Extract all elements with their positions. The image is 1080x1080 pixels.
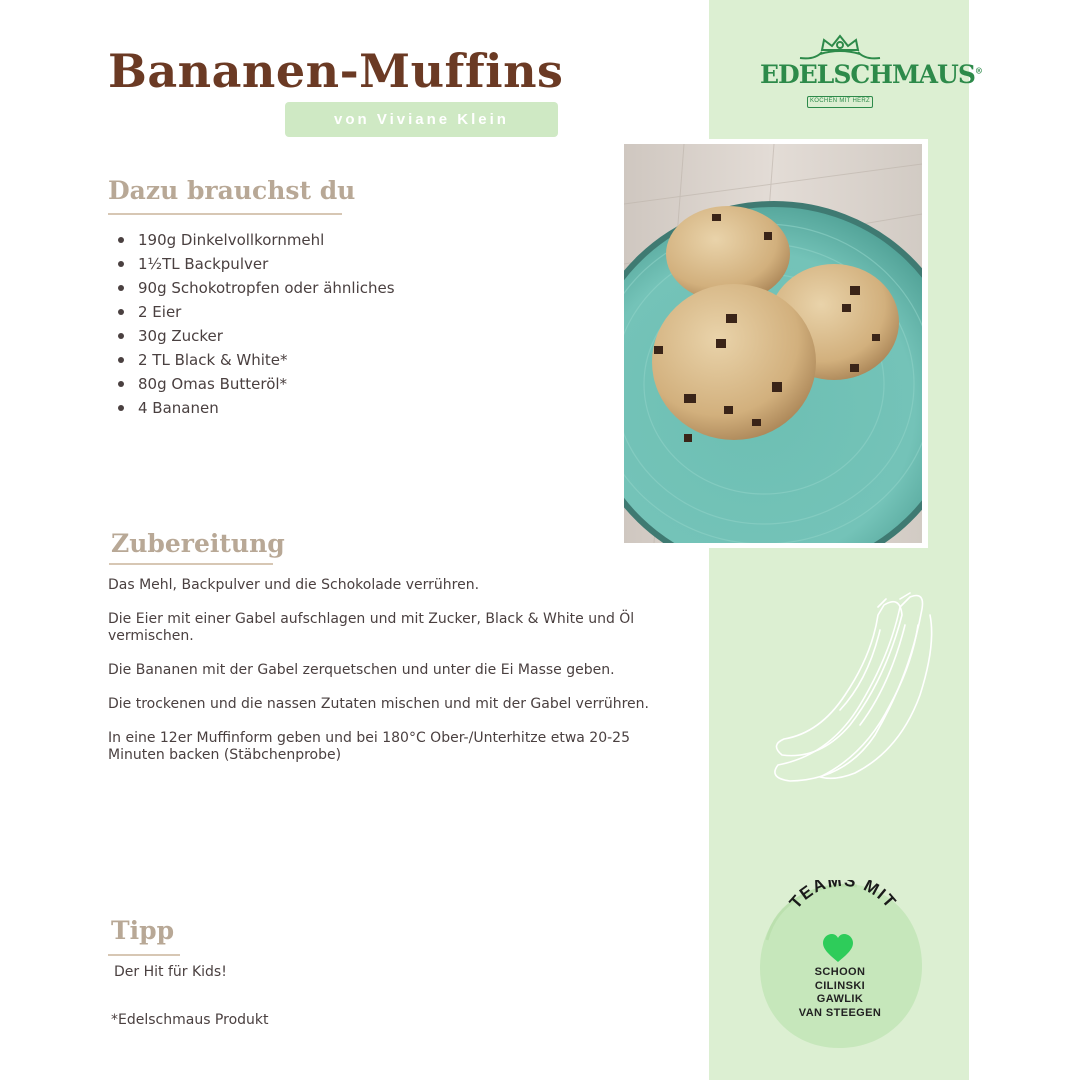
tip-heading: Tipp — [111, 916, 175, 945]
tip-text: Der Hit für Kids! — [114, 964, 227, 980]
brand-name: EDELSCHMAUS® — [760, 60, 982, 89]
ingredient-list — [116, 228, 395, 420]
badge-names — [757, 966, 923, 1020]
list-item: 4 Bananen — [116, 396, 395, 420]
step-text: Die Bananen mit der Gabel zerquetschen und unter die Ei Masse geben. — [108, 662, 615, 678]
step-text: Die Eier mit einer Gabel aufschlagen und mit Zucker, Black & White und Öl vermischen. — [108, 611, 635, 644]
banana-illustration — [760, 585, 940, 790]
author-badge: von Viviane Klein — [285, 102, 558, 137]
team-name: CILINSKI — [814, 979, 866, 992]
list-item: 90g Schokotropfen oder ähnliches — [116, 276, 395, 300]
preparation-heading: Zubereitung — [111, 529, 285, 558]
muffin-photo — [624, 144, 922, 543]
step-text: Die trockenen und die nassen Zutaten mischen und mit der Gabel verrühren. — [108, 696, 649, 712]
recipe-title: Bananen-Muffins — [108, 44, 564, 98]
step-text: In eine 12er Muffinform geben und bei 180°C Ober-/Unterhitze etwa 20-25 Minuten backen (Stäbchenprobe) — [108, 730, 630, 763]
list-item: 2 Eier — [116, 300, 395, 324]
list-item: 30g Zucker — [116, 324, 395, 348]
team-name: VAN STEEGEN — [798, 1006, 882, 1019]
ingredients-heading: Dazu brauchst du — [108, 176, 356, 205]
footnote: *Edelschmaus Produkt — [111, 1012, 269, 1028]
banana-icon — [760, 585, 940, 790]
list-item: 190g Dinkelvollkornmehl — [116, 228, 395, 252]
preparation-steps — [108, 577, 688, 781]
tip-underline — [108, 954, 180, 956]
team-name: GAWLIK — [816, 993, 864, 1005]
team-name: SCHOON — [814, 966, 866, 978]
preparation-underline — [109, 563, 273, 565]
brand-tagline: KOCHEN MIT HERZ — [807, 96, 873, 108]
teams-badge — [757, 880, 923, 1050]
list-item: 1½TL Backpulver — [116, 252, 395, 276]
brand-logo — [760, 32, 982, 114]
list-item: 2 TL Black & White* — [116, 348, 395, 372]
ingredients-underline — [108, 213, 342, 215]
list-item: 80g Omas Butteröl* — [116, 372, 395, 396]
step-text: Das Mehl, Backpulver und die Schokolade verrühren. — [108, 577, 480, 593]
badge-heading: TEAMS MIT — [785, 880, 901, 913]
